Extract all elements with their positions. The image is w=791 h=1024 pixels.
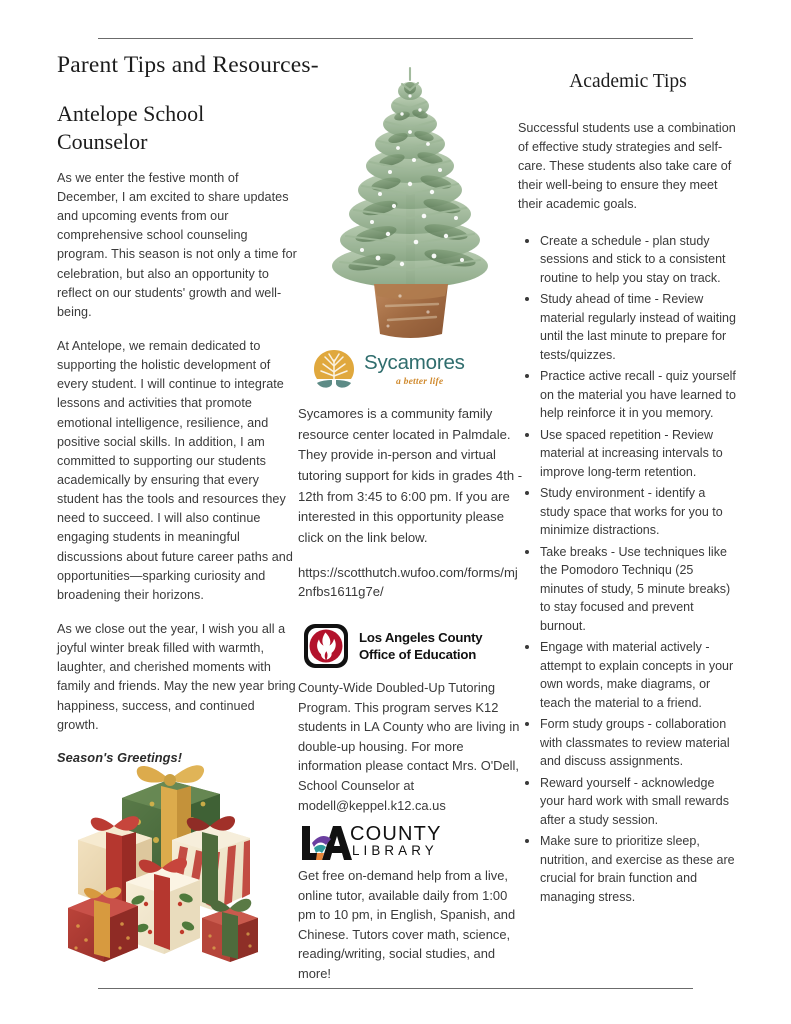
lacoe-body: County-Wide Doubled-Up Tutoring Program. This program serves K12 students in LA County who are living in double-up housing. For more information please contact Mrs. O'Dell, School Counselor at modell@keppel.k12.ca.us [298,680,520,813]
lacoe-wordmark [359,629,482,663]
sycamores-tagline: a better life [396,376,444,387]
list-item: Reward yourself - acknowledge your hard work with small rewards after a study session. [538,774,738,830]
lacoe-logo [303,623,493,669]
library-body: Get free on-demand help from a live, online tutor, available daily from 1:00 pm to 10 pm, in English, Spanish, and Chinese. Tutors cover math, science, reading/writing, social studies, and more! [298,868,516,982]
christmas-tree-illustration [316,44,506,344]
intro-paragraph-2: At Antelope, we remain dedicated to supporting the holistic development of every student. I will continue to integrate lessons and activities that promote emotional intelligence, resilience, and positive social skills. In addition, I am committed to supporting our students academically by ensuring that every student has the tools and resources they need to succeed. I will also continue engaging students in meaningful discussions about future career paths and opportunities—sparking curiosity and broadening their horizons. [57,338,293,602]
sycamores-wordmark: Sycamores [364,351,465,374]
list-item: Practice active recall - quiz yourself on the material you have learned to help reinforce it in you memory. [538,367,738,423]
sycamores-signup-link[interactable]: https://scotthutch.wufoo.com/forms/mj2nfbs1611g7e/ [298,564,518,600]
left-column [57,52,319,765]
intro-paragraph-3: As we close out the year, I wish you all a joyful winter break filled with warmth, laughter, and cherished moments with family and friends. May the new year bring happiness, success, and continued growth. [57,621,296,732]
academic-tips-heading: Academic Tips [569,71,687,92]
library-county-wordmark: COUNTY [350,823,442,845]
academic-tips-intro: Successful students use a combination of effective study strategies and self-care. These students also take care of their well-being to ensure they meet their academic goals. [518,121,736,211]
list-item: Study environment - identify a study space that works for you to minimize distractions. [538,484,738,540]
list-item: Study ahead of time - Review material regularly instead of waiting until the last minute to prepare for tests/quizzes. [538,290,738,364]
gift-boxes-illustration [60,742,292,964]
academic-tips-list [518,232,738,907]
library-description-block [298,866,524,998]
la-county-library-logo [300,823,460,865]
lacoe-wordmark-line2: Office of Education [359,647,477,663]
list-item: Form study groups - collaboration with classmates to review material and discuss assignments. [538,715,738,771]
seasons-greetings-text: Season's Greetings! [57,749,183,765]
sycamores-logo [312,347,472,395]
list-item: Create a schedule - plan study sessions and stick to a consistent routine to help you stay on track. [538,232,738,288]
la-county-library-icon [300,823,352,863]
right-column [518,70,738,909]
counselor-heading: Antelope School Counselor [57,101,205,154]
sycamores-body: Sycamores is a community family resource center located in Palmdale. They provide in-person and virtual tutoring support for kids in grades 4th - 12th from 3:45 to 6:00 pm. If you are interested in this opportunity please click on the link below. [298,406,523,546]
list-item: Engage with material actively - attempt to explain concepts in your own words, make diagrams, or teach the material to a friend. [538,638,738,712]
bottom-divider-rule [98,988,693,989]
lacoe-wordmark-line1: Los Angeles County [359,630,483,645]
sycamores-description-block [298,404,524,602]
page-title: Parent Tips and Resources- [57,52,319,78]
sycamores-tree-icon [312,348,356,392]
list-item: Take breaks - Use techniques like the Pomodoro Techniqu (25 minutes of study, 5 minute breaks) to stay focused and prevent burnout. [538,543,738,636]
intro-paragraph-1: As we enter the festive month of December, I am excited to share updates and upcoming events from our comprehensive school counseling program. This season is not only a time for celebration, but also an opportunity to reflect on our students' growth and well-being. [57,170,297,319]
list-item: Make sure to prioritize sleep, nutrition, and exercise as these are crucial for brain function and managing stress. [538,832,738,906]
library-library-wordmark: LIBRARY [352,843,438,858]
lacoe-flame-icon [303,623,349,669]
lacoe-description-block [298,678,524,829]
list-item: Use spaced repetition - Review material at increasing intervals to improve long-term retention. [538,426,738,482]
top-divider-rule [98,38,693,39]
